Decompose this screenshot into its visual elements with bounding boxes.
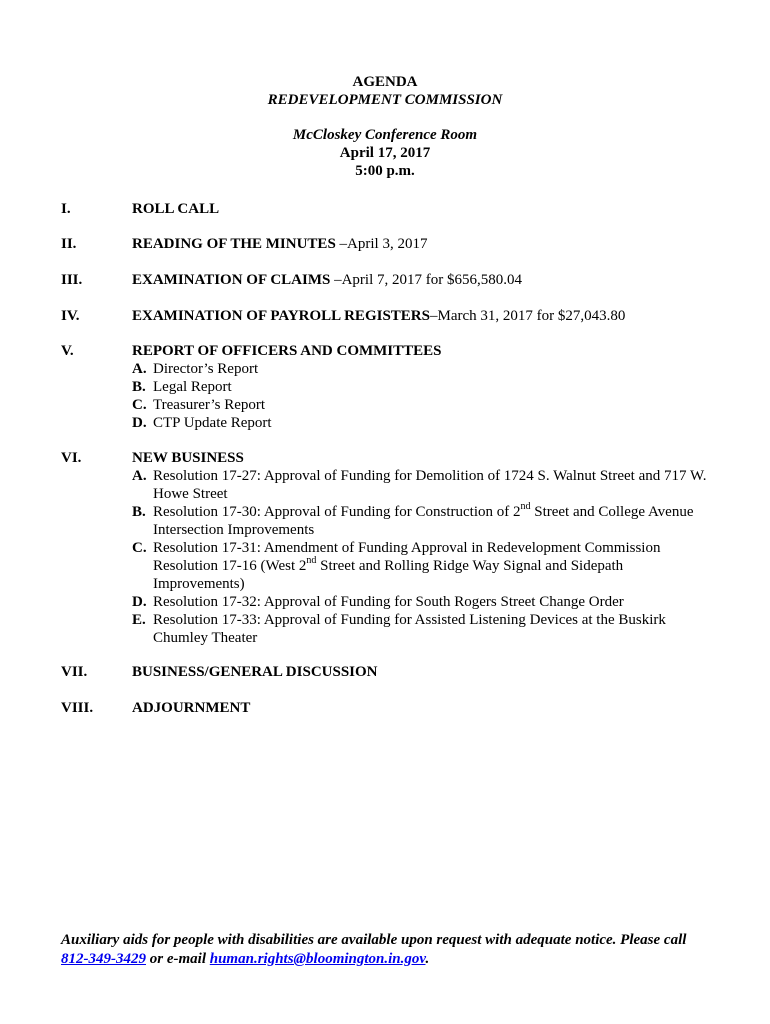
section-numeral: VII. [61,664,88,680]
item-text-start: Resolution 17-30: Approval of Funding for Construction of 2 [153,504,521,520]
section-numeral: IV. [61,308,80,324]
item-letter: E. [132,612,146,628]
agenda-title: AGENDA [352,74,418,90]
list-item [132,611,717,647]
agenda-header [0,73,770,180]
ordinal-suffix: nd [306,555,317,566]
item-letter: A. [132,361,147,377]
phone-link[interactable]: 812-349-3429 [61,951,146,967]
notice-text-middle: or e-mail [146,951,210,967]
ordinal-suffix: nd [520,501,531,512]
item-text: Director’s Report [153,361,259,377]
list-item [132,396,712,414]
item-text: Resolution 17-27: Approval of Funding for Demolition of 1724 S. Walnut Street and 717 W. Howe Street [153,468,707,502]
item-letter: B. [132,379,146,395]
item-letter: A. [132,468,147,484]
item-text: Resolution 17-32: Approval of Funding for South Rogers Street Change Order [153,594,624,610]
section-numeral: V. [61,343,74,359]
list-item [132,360,712,378]
section-numeral: II. [61,236,77,252]
item-text: Resolution 17-33: Approval of Funding for Assisted Listening Devices at the Buskirk Chumley Theater [153,612,666,646]
item-letter: D. [132,415,147,431]
item-letter: C. [132,397,147,413]
commission-name: REDEVELOPMENT COMMISSION [267,92,503,108]
section-title: BUSINESS/GENERAL DISCUSSION [132,664,378,680]
item-text-end: Street and Rolling Ridge Way Signal and Sidepath Improvements) [153,558,624,592]
meeting-room: McCloskey Conference Room [292,127,478,143]
section-numeral: I. [61,201,71,217]
section-title: EXAMINATION OF PAYROLL REGISTERS [132,308,430,324]
section-title: ADJOURNMENT [132,700,251,716]
section-title: ROLL CALL [132,201,220,217]
section-title: READING OF THE MINUTES [132,236,336,252]
item-letter: D. [132,594,147,610]
list-item [132,414,712,432]
notice-text-end: . [425,951,430,967]
section-title: REPORT OF OFFICERS AND COMMITTEES [132,343,442,359]
item-text-end: Street and College Avenue Intersection Improvements [153,504,694,538]
meeting-time: 5:00 p.m. [355,163,415,179]
email-link[interactable]: human.rights@bloomington.in.gov [209,951,426,967]
section-title: NEW BUSINESS [132,450,244,466]
notice-text: Auxiliary aids for people with disabilities are available upon request with adequate notice. Please call [61,932,687,948]
section-numeral: VIII. [61,700,94,716]
section-detail: –April 3, 2017 [335,236,428,252]
item-text: CTP Update Report [153,415,272,431]
section-detail: –March 31, 2017 for $27,043.80 [429,308,626,324]
section-title: EXAMINATION OF CLAIMS [132,272,331,288]
item-text-start: Resolution 17-31: Amendment of Funding Approval in Redevelopment Commission Resolution 17-16 (West 2 [153,540,661,574]
list-item [132,467,717,503]
section-detail: –April 7, 2017 for $656,580.04 [330,272,522,288]
section-numeral: III. [61,272,83,288]
list-item [132,539,717,593]
accessibility-notice [61,931,701,969]
list-item [132,378,712,396]
item-letter: B. [132,504,146,520]
item-letter: C. [132,540,147,556]
list-item [132,503,717,539]
list-item [132,593,717,611]
item-text: Legal Report [153,379,232,395]
item-text: Treasurer’s Report [153,397,266,413]
section-numeral: VI. [61,450,82,466]
meeting-date: April 17, 2017 [339,145,431,161]
